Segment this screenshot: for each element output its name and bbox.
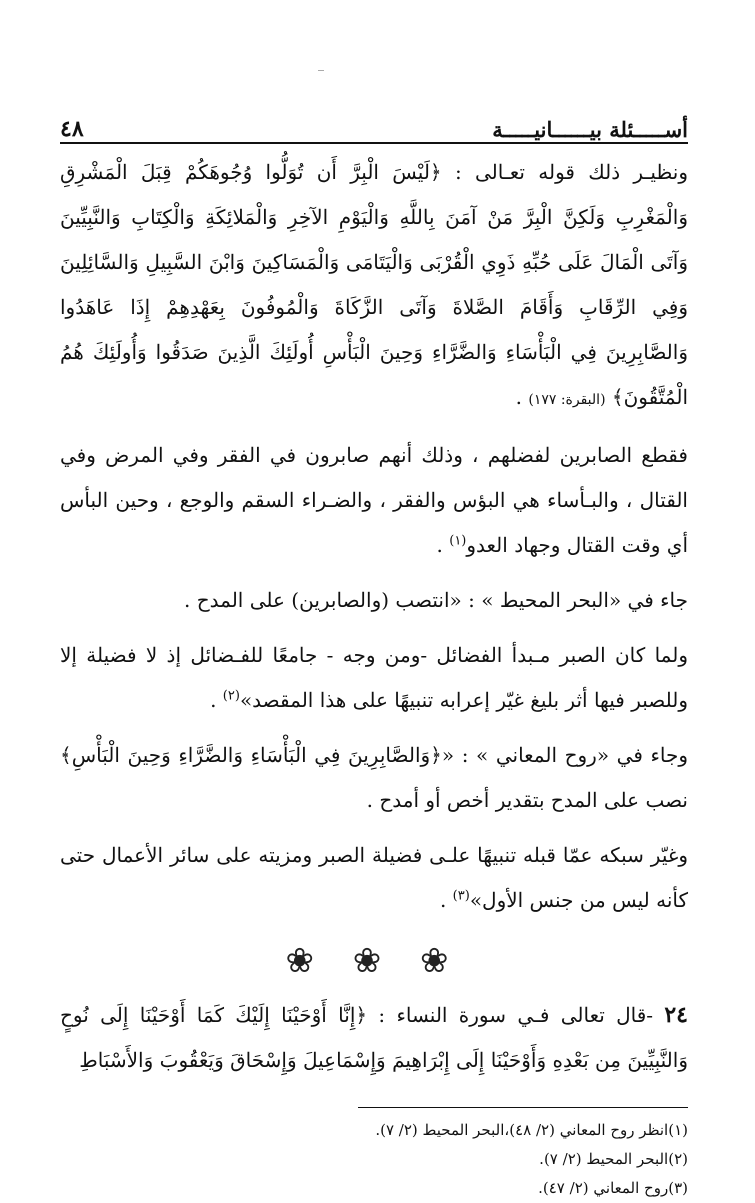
- paragraph-6-end: .: [439, 888, 453, 912]
- footnote-ref-1[interactable]: (١): [449, 533, 467, 549]
- paragraph-3-text: جاء في «البحر المحيط » : «انتصب (والصابرين) على المدح .: [184, 588, 688, 612]
- section-24-intro: -قال تعالى فـي سورة النساء :: [367, 1003, 665, 1027]
- verse-reference: (البقرة: ١٧٧): [528, 392, 606, 408]
- running-title: أســـــئلة بيــــــانيـــــة: [492, 117, 688, 142]
- paragraph-2-text: فقطع الصابرين لفضلهم ، وذلك أنهم صابرون في الفقر وفي المرض وفي القتال ، والبـأساء هي البؤس والفقر ، والضـراء السقم والوجع ، وحين البأس أي وقت القتال وجهاد العدو: [60, 443, 688, 557]
- paragraph-5-end: نصب على المدح بتقدير أخص أو أمدح .: [366, 788, 688, 812]
- scan-mark: [318, 70, 324, 71]
- paragraph-4: [60, 633, 688, 723]
- paragraph-6: [60, 833, 688, 923]
- paragraph-6-text: وغيّر سبكه عمّا قبله تنبيهًا علـى فضيلة الصبر ومزيته على سائر الأعمال حتى كأنه ليس من جنس الأول»: [60, 843, 688, 912]
- page-header: [60, 110, 688, 144]
- footnote-2: (٢)البحر المحيط (٢/ ٧).: [539, 1150, 688, 1168]
- paragraph-4-text: ولما كان الصبر مـبدأ الفضائل -ومن وجه - جامعًا للفـضائل إذ لا فضيلة إلا وللصبر فيها أثر بليغ غيّر إعرابه تنبيهًا على هذا المقصد»: [60, 643, 688, 712]
- quran-verse-excerpt: ﴿وَالصَّابِرِينَ فِي الْبَأْسَاءِ وَالضَّرَّاءِ وَحِينَ الْبَأْسِ﴾: [60, 743, 442, 767]
- footnote-3: (٣)روح المعاني (٢/ ٤٧).: [538, 1179, 688, 1197]
- paragraph-4-end: .: [210, 688, 223, 712]
- paragraph-1-end: .: [515, 385, 529, 409]
- flower-ornament-divider: ❀ ❀ ❀: [285, 941, 463, 981]
- quran-verse-baqarah-177: ﴿لَيْسَ الْبِرَّ أَن تُوَلُّوا وُجُوهَكُمْ قِبَلَ الْمَشْرِقِ وَالْمَغْرِبِ وَلَكِنَّ الْبِرَّ مَنْ آمَنَ بِاللَّهِ وَالْيَوْمِ الآخِرِ وَالْمَلائِكَةِ وَالْكِتَابِ وَالنَّبِيِّينَ وَآتَى الْمَالَ عَلَى حُبِّهِ ذَوِي الْقُرْبَى وَالْيَتَامَى وَالْمَسَاكِينَ وَابْنَ السَّبِيلِ وَالسَّائِلِينَ وَفِي الرِّقَابِ وَأَقَامَ الصَّلاةَ وَآتَى الزَّكَاةَ وَالْمُوفُونَ بِعَهْدِهِمْ إِذَا عَاهَدُوا وَالصَّابِرِينَ فِي الْبَأْسَاءِ وَالضَّرَّاءِ وَحِينَ الْبَأْسِ أُولَئِكَ الَّذِينَ صَدَقُوا وَأُولَئِكَ هُمُ الْمُتَّقُونَ﴾: [60, 160, 688, 409]
- paragraph-2-end: .: [436, 533, 450, 557]
- section-number: ٢٤: [664, 1002, 688, 1028]
- footnote-1: (١)انظر روح المعاني (٢/ ٤٨)،البحر المحيط (٢/ ٧).: [375, 1121, 688, 1139]
- footnote-divider: [358, 1107, 688, 1108]
- paragraph-5-intro: وجاء في «روح المعاني » : «: [441, 743, 688, 767]
- body-text: [60, 150, 688, 1083]
- paragraph-1-intro: ونظيـر ذلك قوله تعـالى :: [441, 160, 688, 184]
- section-24: [60, 993, 688, 1083]
- paragraph-1: [60, 150, 688, 423]
- footnote-ref-2[interactable]: (٢): [222, 688, 240, 704]
- footnotes: [60, 1116, 688, 1203]
- footnote-ref-3[interactable]: (٣): [452, 888, 470, 904]
- paragraph-5: [60, 733, 688, 823]
- document-page: [60, 110, 688, 1203]
- page-number: ٤٨: [60, 116, 84, 142]
- quran-verse-nisa: ﴿إِنَّا أَوْحَيْنَا إِلَيْكَ كَمَا أَوْحَيْنَا إِلَى نُوحٍ وَالنَّبِيِّينَ مِن بَعْدِهِ وَأَوْحَيْنَا إِلَى إِبْرَاهِيمَ وَإِسْمَاعِيلَ وَإِسْحَاقَ وَيَعْقُوبَ وَالأَسْبَاطِ: [60, 1003, 688, 1072]
- paragraph-2: [60, 433, 688, 568]
- paragraph-3: [60, 578, 688, 623]
